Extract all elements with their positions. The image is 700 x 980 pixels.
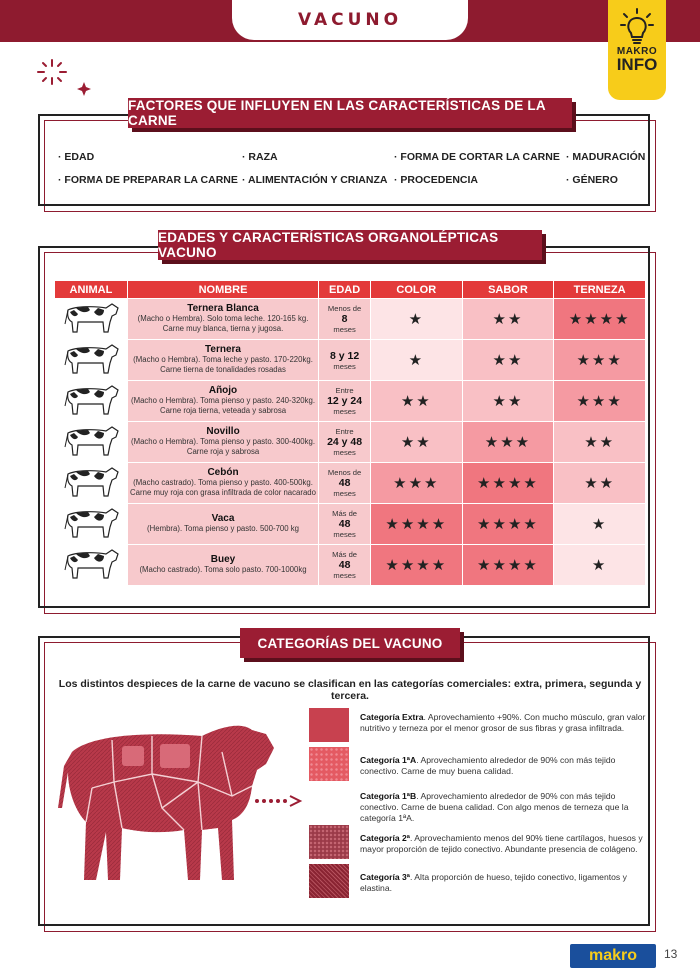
- nombre-cell: [128, 504, 318, 544]
- edad-value: 12 y 24: [327, 395, 363, 407]
- sabor-rating: ★★★★: [463, 545, 554, 585]
- swatch-extra: [309, 708, 349, 742]
- color-rating: ★★: [371, 422, 462, 462]
- cow-icon: [62, 341, 120, 375]
- cat-text-1a: [360, 755, 650, 777]
- cow-icon: [62, 546, 120, 580]
- cat-label-1a: Categoría 1ªA: [360, 755, 417, 765]
- factor-item-maduracion: · MADURACIÓN: [566, 151, 646, 163]
- nombre-cell: [128, 422, 318, 462]
- edad-post: meses: [333, 489, 356, 498]
- cat-desc-2: . Aprovechamiento menos del 90% tiene cartílagos, huesos y mayor proporción de tejido conectivo. Abundante presencia de colágeno.: [360, 833, 643, 854]
- factor-item-edad: · EDAD: [58, 151, 95, 163]
- terneza-rating: ★★: [554, 463, 645, 503]
- sabor-rating: ★★★★: [463, 504, 554, 544]
- factor-item-alimentacion: · ALIMENTACIÓN Y CRIANZA: [242, 174, 388, 186]
- animal-cell: [55, 340, 127, 380]
- page-number: 13: [664, 947, 678, 961]
- table-row: [55, 545, 645, 585]
- table-row: [55, 340, 645, 380]
- table-row: [55, 463, 645, 503]
- animal-cell: [55, 422, 127, 462]
- edad-cell: [319, 504, 370, 544]
- cat-text-3: [360, 872, 650, 894]
- cat-desc-1a: . Aprovechamiento alrededor de 90% con más tejido conectivo. Carne de muy buena calidad.: [360, 755, 616, 776]
- nombre-cell: [128, 299, 318, 339]
- nombre-cell: [128, 340, 318, 380]
- animal-name: Ternera: [205, 344, 241, 355]
- edad-pre: Entre: [335, 427, 354, 436]
- table-row: [55, 422, 645, 462]
- edad-cell: [319, 545, 370, 585]
- factor-item-corte: · FORMA DE CORTAR LA CARNE: [394, 151, 560, 163]
- factor-item-genero: · GÉNERO: [566, 174, 618, 186]
- edades-banner: EDADES Y CARACTERÍSTICAS ORGANOLÉPTICAS VACUNO: [158, 230, 542, 260]
- factor-item-procedencia: · PROCEDENCIA: [394, 174, 479, 186]
- cat-text-2: [360, 833, 650, 855]
- nombre-cell: [128, 463, 318, 503]
- terneza-rating: ★: [554, 504, 645, 544]
- edad-value: 48: [338, 477, 351, 489]
- animal-name: Buey: [210, 554, 236, 565]
- page-title-tab: [232, 0, 468, 40]
- sabor-rating: ★★: [463, 299, 554, 339]
- animal-cell: [55, 463, 127, 503]
- header-color: COLOR: [371, 281, 462, 298]
- badge-line-1: MAKRO: [616, 46, 658, 57]
- table-header-row: [55, 281, 645, 298]
- color-rating: ★★★★: [371, 504, 462, 544]
- edad-pre: Menos de: [327, 468, 362, 477]
- edad-pre: Más de: [332, 509, 358, 518]
- animal-name: Novillo: [206, 426, 240, 437]
- cat-text-1b: [360, 791, 650, 824]
- cow-icon: [62, 382, 120, 416]
- categorias-intro: Los distintos despieces de la carne de vacuno se clasifican en las categorías comerciales: extra, primera, segunda y tercera.: [58, 678, 642, 702]
- animal-desc: (Macho castrado). Toma pienso y pasto. 400-500kg. Carne muy roja con grasa infiltrada de color nacarado: [130, 478, 316, 497]
- animal-desc: (Macho o Hembra). Toma pienso y pasto. 300-400kg. Carne roja y sabrosa: [130, 437, 316, 456]
- swatch-3: [309, 864, 349, 898]
- page-title: VACUNO: [297, 10, 403, 30]
- animal-desc: (Macho o Hembra). Solo toma leche. 120-165 kg. Carne muy blanca, tierna y jugosa.: [137, 314, 309, 333]
- animal-desc: (Macho castrado). Toma solo pasto. 700-1000kg: [139, 565, 307, 574]
- makro-logo: [570, 944, 656, 968]
- edad-cell: [319, 299, 370, 339]
- cat-label-2: Categoría 2ª: [360, 833, 410, 843]
- factor-item-preparar: · FORMA DE PREPARAR LA CARNE: [58, 174, 238, 186]
- cat-label-3: Categoría 3ª: [360, 872, 410, 882]
- cat-label-1b: Categoría 1ªB: [360, 791, 417, 801]
- lightbulb-icon: [620, 8, 654, 44]
- edad-post: meses: [333, 407, 356, 416]
- edad-post: meses: [333, 361, 356, 371]
- edad-cell: [319, 340, 370, 380]
- swatch-1b: [309, 786, 349, 820]
- sabor-rating: ★★: [463, 340, 554, 380]
- animal-cell: [55, 299, 127, 339]
- factores-banner: FACTORES QUE INFLUYEN EN LAS CARACTERÍSTICAS DE LA CARNE: [128, 98, 572, 128]
- animal-cell: [55, 504, 127, 544]
- badge-line-2: INFO: [616, 55, 658, 74]
- animal-cell: [55, 545, 127, 585]
- terneza-rating: ★★★: [554, 340, 645, 380]
- header-sabor: SABOR: [463, 281, 554, 298]
- terneza-rating: ★★★: [554, 381, 645, 421]
- sabor-rating: ★★★★: [463, 463, 554, 503]
- header-animal: ANIMAL: [55, 281, 127, 298]
- edad-post: meses: [333, 571, 356, 580]
- table-row: [55, 504, 645, 544]
- edad-value: 8: [341, 313, 348, 325]
- factor-item-raza: · RAZA: [242, 151, 278, 163]
- arrow-dots-icon: [254, 794, 304, 808]
- cat-desc-1b: . Aprovechamiento alrededor de 90% con más tejido conectivo. Carne de buena calidad. Con algo menos de terneza que la categoría 1ªA.: [360, 791, 629, 823]
- terneza-rating: ★★: [554, 422, 645, 462]
- edad-value: 24 y 48: [327, 436, 363, 448]
- cat-label-extra: Categoría Extra: [360, 712, 424, 722]
- table-row: [55, 381, 645, 421]
- animal-name: Añojo: [208, 385, 238, 396]
- swatch-1a: [309, 747, 349, 781]
- categorias-banner: CATEGORÍAS DEL VACUNO: [240, 628, 460, 658]
- header-terneza: TERNEZA: [554, 281, 645, 298]
- color-rating: ★★★: [371, 463, 462, 503]
- cow-icon: [62, 505, 120, 539]
- edades-table: [54, 280, 646, 586]
- cow-cuts-illustration: [52, 712, 284, 888]
- animal-cell: [55, 381, 127, 421]
- cat-desc-extra: . Aprovechamiento +90%. Con mucho músculo, gran valor nutritivo y terneza por el menor grosor de sus fibras y grasa infiltrada.: [360, 712, 646, 733]
- edad-post: meses: [333, 448, 356, 457]
- edad-value: 48: [338, 559, 351, 571]
- animal-name: Ternera Blanca: [187, 303, 259, 314]
- makro-logo-text: makro: [588, 947, 638, 964]
- swatch-2: [309, 825, 349, 859]
- terneza-rating: ★★★★: [554, 299, 645, 339]
- cat-desc-3: . Alta proporción de hueso, tejido conectivo, ligamentos y elastina.: [360, 872, 627, 893]
- color-rating: ★: [371, 340, 462, 380]
- table-row: [55, 299, 645, 339]
- edad-pre: Más de: [332, 550, 358, 559]
- edad-value: 8 y 12: [329, 349, 360, 362]
- color-rating: ★: [371, 299, 462, 339]
- animal-desc: (Macho o Hembra). Toma leche y pasto. 170-220kg. Carne tierna de tonalidades rosadas: [133, 355, 313, 374]
- edad-pre: Entre: [335, 386, 354, 395]
- sabor-rating: ★★: [463, 381, 554, 421]
- color-rating: ★★★★: [371, 545, 462, 585]
- makro-info-badge: [608, 0, 666, 100]
- sabor-rating: ★★★: [463, 422, 554, 462]
- nombre-cell: [128, 545, 318, 585]
- edad-post: meses: [333, 325, 356, 334]
- cat-text-extra: [360, 712, 650, 734]
- animal-desc: (Macho o Hembra). Toma pienso y pasto. 240-320kg. Carne roja tierna, veteada y sabrosa: [130, 396, 316, 415]
- edad-post: meses: [333, 530, 356, 539]
- edad-cell: [319, 463, 370, 503]
- nombre-cell: [128, 381, 318, 421]
- edad-cell: [319, 422, 370, 462]
- header-nombre: NOMBRE: [128, 281, 318, 298]
- animal-desc: (Hembra). Toma pienso y pasto. 500-700 kg: [147, 524, 299, 533]
- header-edad: EDAD: [319, 281, 370, 298]
- edad-pre: Menos de: [327, 304, 362, 313]
- cow-icon: [62, 423, 120, 457]
- color-rating: ★★: [371, 381, 462, 421]
- animal-name: Cebón: [207, 467, 239, 478]
- animal-name: Vaca: [211, 513, 235, 524]
- terneza-rating: ★: [554, 545, 645, 585]
- edad-value: 48: [338, 518, 351, 530]
- sparkle-decoration-icon: [34, 56, 94, 98]
- cow-icon: [62, 464, 120, 498]
- cow-icon: [62, 300, 120, 334]
- edad-cell: [319, 381, 370, 421]
